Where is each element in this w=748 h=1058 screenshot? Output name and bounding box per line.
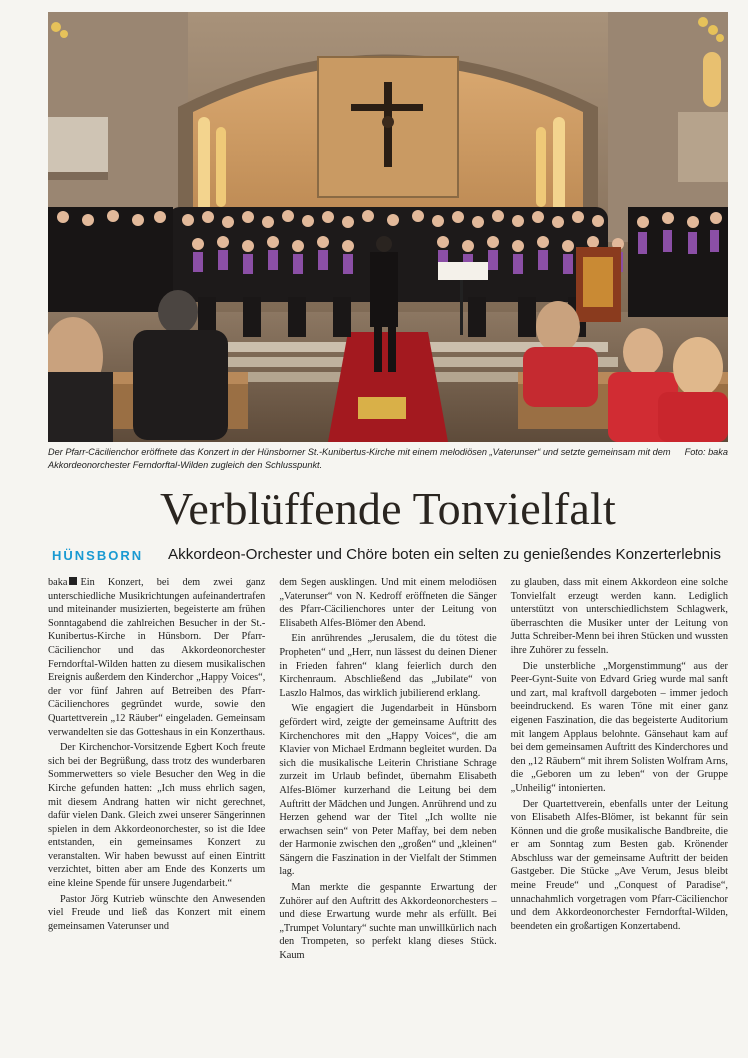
- paragraph: zu glauben, dass mit einem Akkordeon eine solche Tonvielfalt erzeugt werden kann. Lediglich unterstützt von unterschiedlichstem Schlagwerk, überraschten die Musiker unter der Leitung von Jutta Schreiber-Menn bei ihren Stücken und wussten ihre Zuhörer zu fesseln.: [510, 577, 728, 656]
- church-choir-illustration: [48, 12, 728, 442]
- paragraph: Der Quartettverein, ebenfalls unter der Leitung von Elisabeth Alfes-Blömer, ist bekannt für sein Können und die große musikalische Bandbreite, die er am Sonntag zum Besten gab. Krönender Abschluss war der gemeinsame Auftritt der beiden Gastgeber. Die Stücke „Ave Verum, Jesus bleibt meine Freude“ und „Conquest of Paradise“, unnachahmlich vorgetragen vom Pfarr-Cäcilienchor und dem Akkordeonorchester Ferndorftal-Wilden, beendeten ein großartigen Konzertabend.: [510, 798, 728, 932]
- photo-credit: Foto: baka: [684, 447, 728, 457]
- column-1: [48, 576, 265, 963]
- paragraph: Der Kirchenchor-Vorsitzende Egbert Koch freute sich bei der Begrüßung, dass trotz des wunderbaren Sommerwetters so viele Besucher den Weg in die Kirche gefunden hatten: „Ich muss ehrlich sagen, mit diesem Andrang hatten wir nicht gerechnet, dafür vielen Dank. Gleich zwei unserer Sängerinnen spielen in dem Akkordeonorchester, so ist die Idee entstanden, ein gemeinsames Konzert zu veranstalten. Wir haben bewusst auf einen Eintritt verzichtet, bitten aber am Ende des Konzerts um eine kleine Spende für unsere Jugendarbeit.“: [48, 742, 266, 890]
- dateline-place: HÜNSBORN: [52, 548, 144, 563]
- column-2: [279, 576, 496, 963]
- article-body: [48, 576, 728, 963]
- subheadline: [48, 546, 728, 566]
- paragraph: dem Segen ausklingen. Und mit einem melodiösen „Vaterunser“ von N. Kedroff eröffneten die Sänger des Pfarr-Cäcilienchores unter der Leitung von Elisabeth Alfes-Blömer den Abend.: [279, 577, 497, 629]
- paragraph: Die unsterbliche „Morgenstimmung“ aus der Peer-Gynt-Suite von Edvard Grieg wurde mal sanft und zart, mal kraftvoll dargeboten – immer jedoch beeindruckend. Es waren Töne mit einer ganz eigenen Faszination, die das begeisterte Auditorium mit langem Applaus belohnte. Gänsehaut kam auf bei dem gemeinsamen Auftritt des Kinderchores und den „12 Räubern“ mit ihrem Solisten Wolfram Arns, die „Geboren um zu leben“ von der Gruppe „Unheilig“ intonierten.: [510, 660, 728, 794]
- column-3: [511, 576, 728, 963]
- caption-text: Der Pfarr-Cäcilienchor eröffnete das Konzert in der Hünsborner St.-Kunibertus-Kirche mit einem melodiösen „Vaterunser“ und setzte gemeinsam mit dem Akkordeonorchester Ferndorftal-Wilden zugleich den Schlusspunkt.: [48, 447, 671, 470]
- paragraph: Man merkte die gespannte Erwartung der Zuhörer auf den Auftritt des Akkordeonorchesters – und diese Erwartung wurde mehr als erfüllt. Bei „Trumpet Voluntary“ suchte man unwillkürlich nach den Trompeten, so perfekt klang dieses Stück. Kaum: [279, 882, 497, 962]
- headline: Verblüffende Tonvielfalt: [160, 483, 616, 534]
- concert-photo: [48, 12, 728, 442]
- deck-text: Akkordeon-Orchester und Chöre boten ein selten zu genießendes Konzerterlebnis: [168, 546, 721, 563]
- paragraph: Wie engagiert die Jugendarbeit in Hünsborn gefördert wird, zeigte der gemeinsame Auftritt des Kirchenchores mit den „Happy Voices“, die am Klavier von Michael Erdmann begleitet wurden. Da sich die musikalische Leiterin Christiane Schrage zurzeit im Urlaub befindet, übernahm Elisabeth Alfes-Blömer kurzerhand die Leitung bei dem Auftritt der Mädchen und Jungen. Anrührend und zu Herzen gehend war der Titel „Ich wollte nie erwachsen sein“ von Peter Maffay, bei dem neben der Harmonie zwischen den „großen“ und „kleinen“ Sängern die Faszination in der Vielfalt der Stimmen lag.: [279, 703, 497, 878]
- photo-caption: [48, 446, 728, 472]
- paragraph-text: Ein Konzert, bei dem zwei ganz unterschiedliche Musikrichtungen aufeinandertrafen und miteinander musizierten, begeisterte am frühen Sonntagabend die zahlreichen Besucher in der St.-Kunibertus-Kirche in Hünsborn. Der Pfarr-Cäcilienchor und das Akkordeonorchester Ferndorftal-Wilden hatten zu diesem musikalischen Ereignis außerdem den Kinderchor „Happy Voices“, der vor fünf Jahren auf Betreiben des Pfarr-Cäcilienchores gegründet wurde, sowie den Quartettverein „12 Räuber“ eingeladen. Gemeinsam verwandelten sie das Gotteshaus in ein Konzerthaus.: [48, 577, 266, 738]
- paragraph: [48, 576, 265, 739]
- author-tag: baka: [48, 577, 68, 588]
- paragraph: Pastor Jörg Kutrieb wünschte den Anwesenden viel Freude und ließ das Konzert mit einem gemeinsamen Vaterunser und: [48, 893, 266, 932]
- square-bullet-icon: [69, 577, 77, 585]
- paragraph: Ein anrührendes „Jerusalem, die du tötest die Propheten“ und „Herr, nun lässest du deinen Diener in Frieden fahren“ klang feierlich durch den Kirchenraum. Abschließend das „Jubilate“ von Laszlo Halmos, das wirklich jubilierend erklang.: [279, 633, 497, 699]
